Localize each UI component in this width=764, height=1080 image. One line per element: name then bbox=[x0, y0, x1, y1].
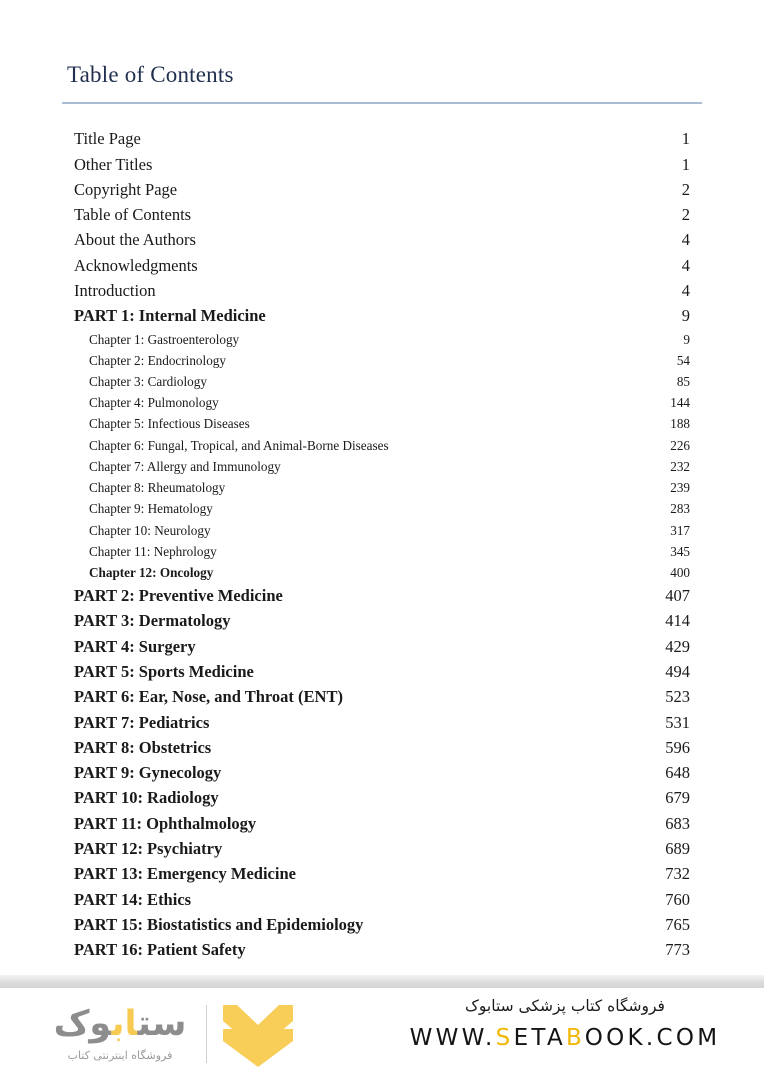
toc-entry-label: Other Titles bbox=[74, 154, 153, 174]
toc-entry-chapter[interactable] bbox=[62, 371, 702, 392]
toc-entry-page-number: 679 bbox=[665, 788, 690, 808]
toc-entry-page-number: 345 bbox=[670, 543, 690, 559]
brand-website-url bbox=[400, 1025, 730, 1051]
toc-entry-chapter[interactable] bbox=[62, 456, 702, 477]
toc-entry-front[interactable] bbox=[62, 126, 702, 151]
wordmark-subtitle: فروشگاه اینترنتی کتاب bbox=[67, 1048, 173, 1062]
toc-entry-label: PART 11: Ophthalmology bbox=[74, 813, 257, 833]
url-segment: WWW. bbox=[409, 1025, 496, 1052]
toc-entry-front[interactable] bbox=[62, 278, 702, 303]
toc-entry-page-number: 414 bbox=[665, 611, 690, 631]
brand-tagline: فروشگاه کتاب پزشکی ستابوک bbox=[465, 997, 665, 1015]
toc-entry-label: PART 4: Surgery bbox=[74, 636, 196, 656]
toc-entry-label: PART 10: Radiology bbox=[74, 788, 219, 808]
toc-entry-part[interactable] bbox=[62, 303, 702, 328]
toc-entry-label: Chapter 7: Allergy and Immunology bbox=[89, 458, 281, 474]
toc-entry-chapter[interactable] bbox=[62, 498, 702, 519]
toc-entry-page-number: 732 bbox=[665, 864, 690, 884]
toc-entry-front[interactable] bbox=[62, 177, 702, 202]
toc-entry-chapter[interactable] bbox=[62, 562, 702, 583]
footer-brand-bar bbox=[0, 988, 764, 1080]
toc-entry-label: PART 5: Sports Medicine bbox=[74, 662, 254, 681]
setabook-wordmark bbox=[44, 1003, 196, 1062]
toc-entry-page-number: 4 bbox=[681, 255, 690, 275]
toc-entry-label: PART 3: Dermatology bbox=[74, 611, 231, 631]
toc-entry-part[interactable] bbox=[62, 861, 702, 886]
wordmark-label: ستابوک bbox=[53, 1003, 187, 1044]
toc-entry-part[interactable] bbox=[62, 937, 702, 962]
brand-logo-group bbox=[44, 994, 334, 1074]
url-segment: B bbox=[566, 1025, 585, 1052]
toc-entry-page-number: 494 bbox=[665, 662, 690, 681]
toc-entry-chapter[interactable] bbox=[62, 541, 702, 562]
toc-entry-label: PART 9: Gynecology bbox=[74, 763, 222, 783]
toc-entry-label: Chapter 4: Pulmonology bbox=[89, 395, 219, 411]
toc-entry-chapter[interactable] bbox=[62, 435, 702, 456]
toc-entry-page-number: 226 bbox=[670, 437, 690, 453]
url-segment: S bbox=[495, 1025, 514, 1052]
toc-entry-page-number: 4 bbox=[681, 281, 690, 301]
toc-entry-label: PART 2: Preventive Medicine bbox=[74, 586, 283, 606]
toc-entry-part[interactable] bbox=[62, 887, 702, 912]
toc-entry-label: Chapter 11: Nephrology bbox=[89, 543, 217, 559]
page-bottom-edge bbox=[0, 975, 764, 988]
toc-entry-page-number: 400 bbox=[670, 564, 690, 580]
toc-entry-part[interactable] bbox=[62, 583, 702, 608]
toc-entry-chapter[interactable] bbox=[62, 520, 702, 541]
toc-entry-page-number: 683 bbox=[665, 813, 690, 833]
toc-entry-label: Chapter 3: Cardiology bbox=[89, 374, 207, 390]
toc-entry-part[interactable] bbox=[62, 710, 702, 735]
toc-entry-part[interactable] bbox=[62, 608, 702, 633]
toc-entry-page-number: 760 bbox=[665, 889, 690, 909]
toc-entry-label: Acknowledgments bbox=[74, 255, 198, 275]
toc-entry-part[interactable] bbox=[62, 659, 702, 684]
toc-entry-page-number: 1 bbox=[681, 129, 690, 149]
toc-entry-label: Chapter 1: Gastroenterology bbox=[89, 331, 240, 347]
toc-entry-page-number: 232 bbox=[670, 458, 690, 474]
toc-entry-part[interactable] bbox=[62, 735, 702, 760]
toc-entry-label: Chapter 10: Neurology bbox=[89, 522, 211, 538]
toc-entry-label: PART 1: Internal Medicine bbox=[74, 306, 266, 326]
brand-text-group bbox=[400, 996, 730, 1051]
toc-entry-page-number: 407 bbox=[665, 586, 690, 606]
toc-entry-part[interactable] bbox=[62, 684, 702, 709]
toc-entry-label: Introduction bbox=[74, 281, 156, 301]
toc-entry-part[interactable] bbox=[62, 634, 702, 659]
toc-entry-label: Chapter 6: Fungal, Tropical, and Animal-Borne Diseases bbox=[89, 437, 389, 453]
toc-entry-label: PART 8: Obstetrics bbox=[74, 737, 212, 757]
toc-entry-front[interactable] bbox=[62, 253, 702, 278]
url-segment: OOK.COM bbox=[584, 1025, 721, 1052]
toc-entry-part[interactable] bbox=[62, 760, 702, 785]
toc-entry-page-number: 9 bbox=[683, 331, 690, 347]
toc-entry-page-number: 596 bbox=[665, 737, 690, 757]
toc-entry-page-number: 9 bbox=[681, 306, 690, 326]
toc-entry-label: Table of Contents bbox=[74, 205, 192, 225]
toc-entry-page-number: 765 bbox=[665, 914, 690, 934]
toc-entry-label: Chapter 12: Oncology bbox=[89, 564, 214, 580]
toc-entry-label: Chapter 2: Endocrinology bbox=[89, 352, 226, 368]
toc-entry-page-number: 144 bbox=[670, 395, 690, 411]
toc-entry-label: PART 13: Emergency Medicine bbox=[74, 864, 296, 884]
toc-entry-label: PART 7: Pediatrics bbox=[74, 712, 210, 732]
toc-entry-label: PART 12: Psychiatry bbox=[74, 839, 223, 859]
toc-entry-label: Chapter 5: Infectious Diseases bbox=[89, 416, 250, 432]
toc-entry-chapter[interactable] bbox=[62, 350, 702, 371]
toc-entry-front[interactable] bbox=[62, 202, 702, 227]
toc-entry-chapter[interactable] bbox=[62, 413, 702, 434]
toc-entry-page-number: 773 bbox=[665, 940, 690, 960]
toc-entry-front[interactable] bbox=[62, 152, 702, 177]
toc-entry-page-number: 2 bbox=[681, 179, 690, 199]
toc-entry-page-number: 283 bbox=[670, 501, 690, 517]
wordmark-text bbox=[53, 1003, 187, 1044]
toc-entry-page-number: 1 bbox=[681, 154, 690, 174]
page-title: Table of Contents bbox=[67, 62, 234, 87]
toc-entry-page-number: 239 bbox=[670, 480, 690, 496]
toc-entry-front[interactable] bbox=[62, 227, 702, 252]
toc-entry-page-number: 689 bbox=[665, 839, 690, 859]
toc-entry-page-number: 648 bbox=[665, 763, 690, 783]
table-of-contents-list bbox=[62, 104, 702, 962]
toc-entry-label: PART 6: Ear, Nose, and Throat (ENT) bbox=[74, 687, 343, 707]
toc-entry-part[interactable] bbox=[62, 912, 702, 937]
toc-entry-label: Copyright Page bbox=[74, 179, 178, 199]
toc-entry-label: PART 14: Ethics bbox=[74, 889, 192, 909]
toc-entry-page-number: 54 bbox=[676, 352, 690, 368]
toc-entry-chapter[interactable] bbox=[62, 329, 702, 350]
url-segment: ETA bbox=[513, 1025, 567, 1052]
toc-entry-label: PART 16: Patient Safety bbox=[74, 940, 246, 960]
toc-entry-chapter[interactable] bbox=[62, 477, 702, 498]
toc-entry-label: Chapter 8: Rheumatology bbox=[89, 480, 226, 496]
toc-entry-page-number: 188 bbox=[670, 416, 690, 432]
toc-entry-page-number: 85 bbox=[676, 374, 690, 390]
toc-entry-page-number: 429 bbox=[665, 636, 690, 656]
toc-entry-chapter[interactable] bbox=[62, 392, 702, 413]
toc-entry-page-number: 2 bbox=[681, 205, 690, 225]
toc-entry-part[interactable] bbox=[62, 785, 702, 810]
toc-entry-page-number: 531 bbox=[665, 712, 690, 732]
toc-entry-label: About the Authors bbox=[74, 230, 196, 250]
toc-entry-label: Chapter 9: Hematology bbox=[89, 501, 213, 517]
page-content bbox=[62, 62, 702, 963]
toc-entry-label: Title Page bbox=[74, 129, 141, 149]
toc-entry-part[interactable] bbox=[62, 836, 702, 861]
toc-entry-label: PART 15: Biostatistics and Epidemiology bbox=[74, 914, 364, 934]
toc-entry-page-number: 523 bbox=[665, 687, 690, 707]
toc-entry-page-number: 317 bbox=[670, 522, 690, 538]
double-chevron-down-icon bbox=[221, 1001, 295, 1067]
toc-entry-page-number: 4 bbox=[681, 230, 690, 250]
brand-divider bbox=[206, 1005, 207, 1063]
toc-entry-part[interactable] bbox=[62, 811, 702, 836]
